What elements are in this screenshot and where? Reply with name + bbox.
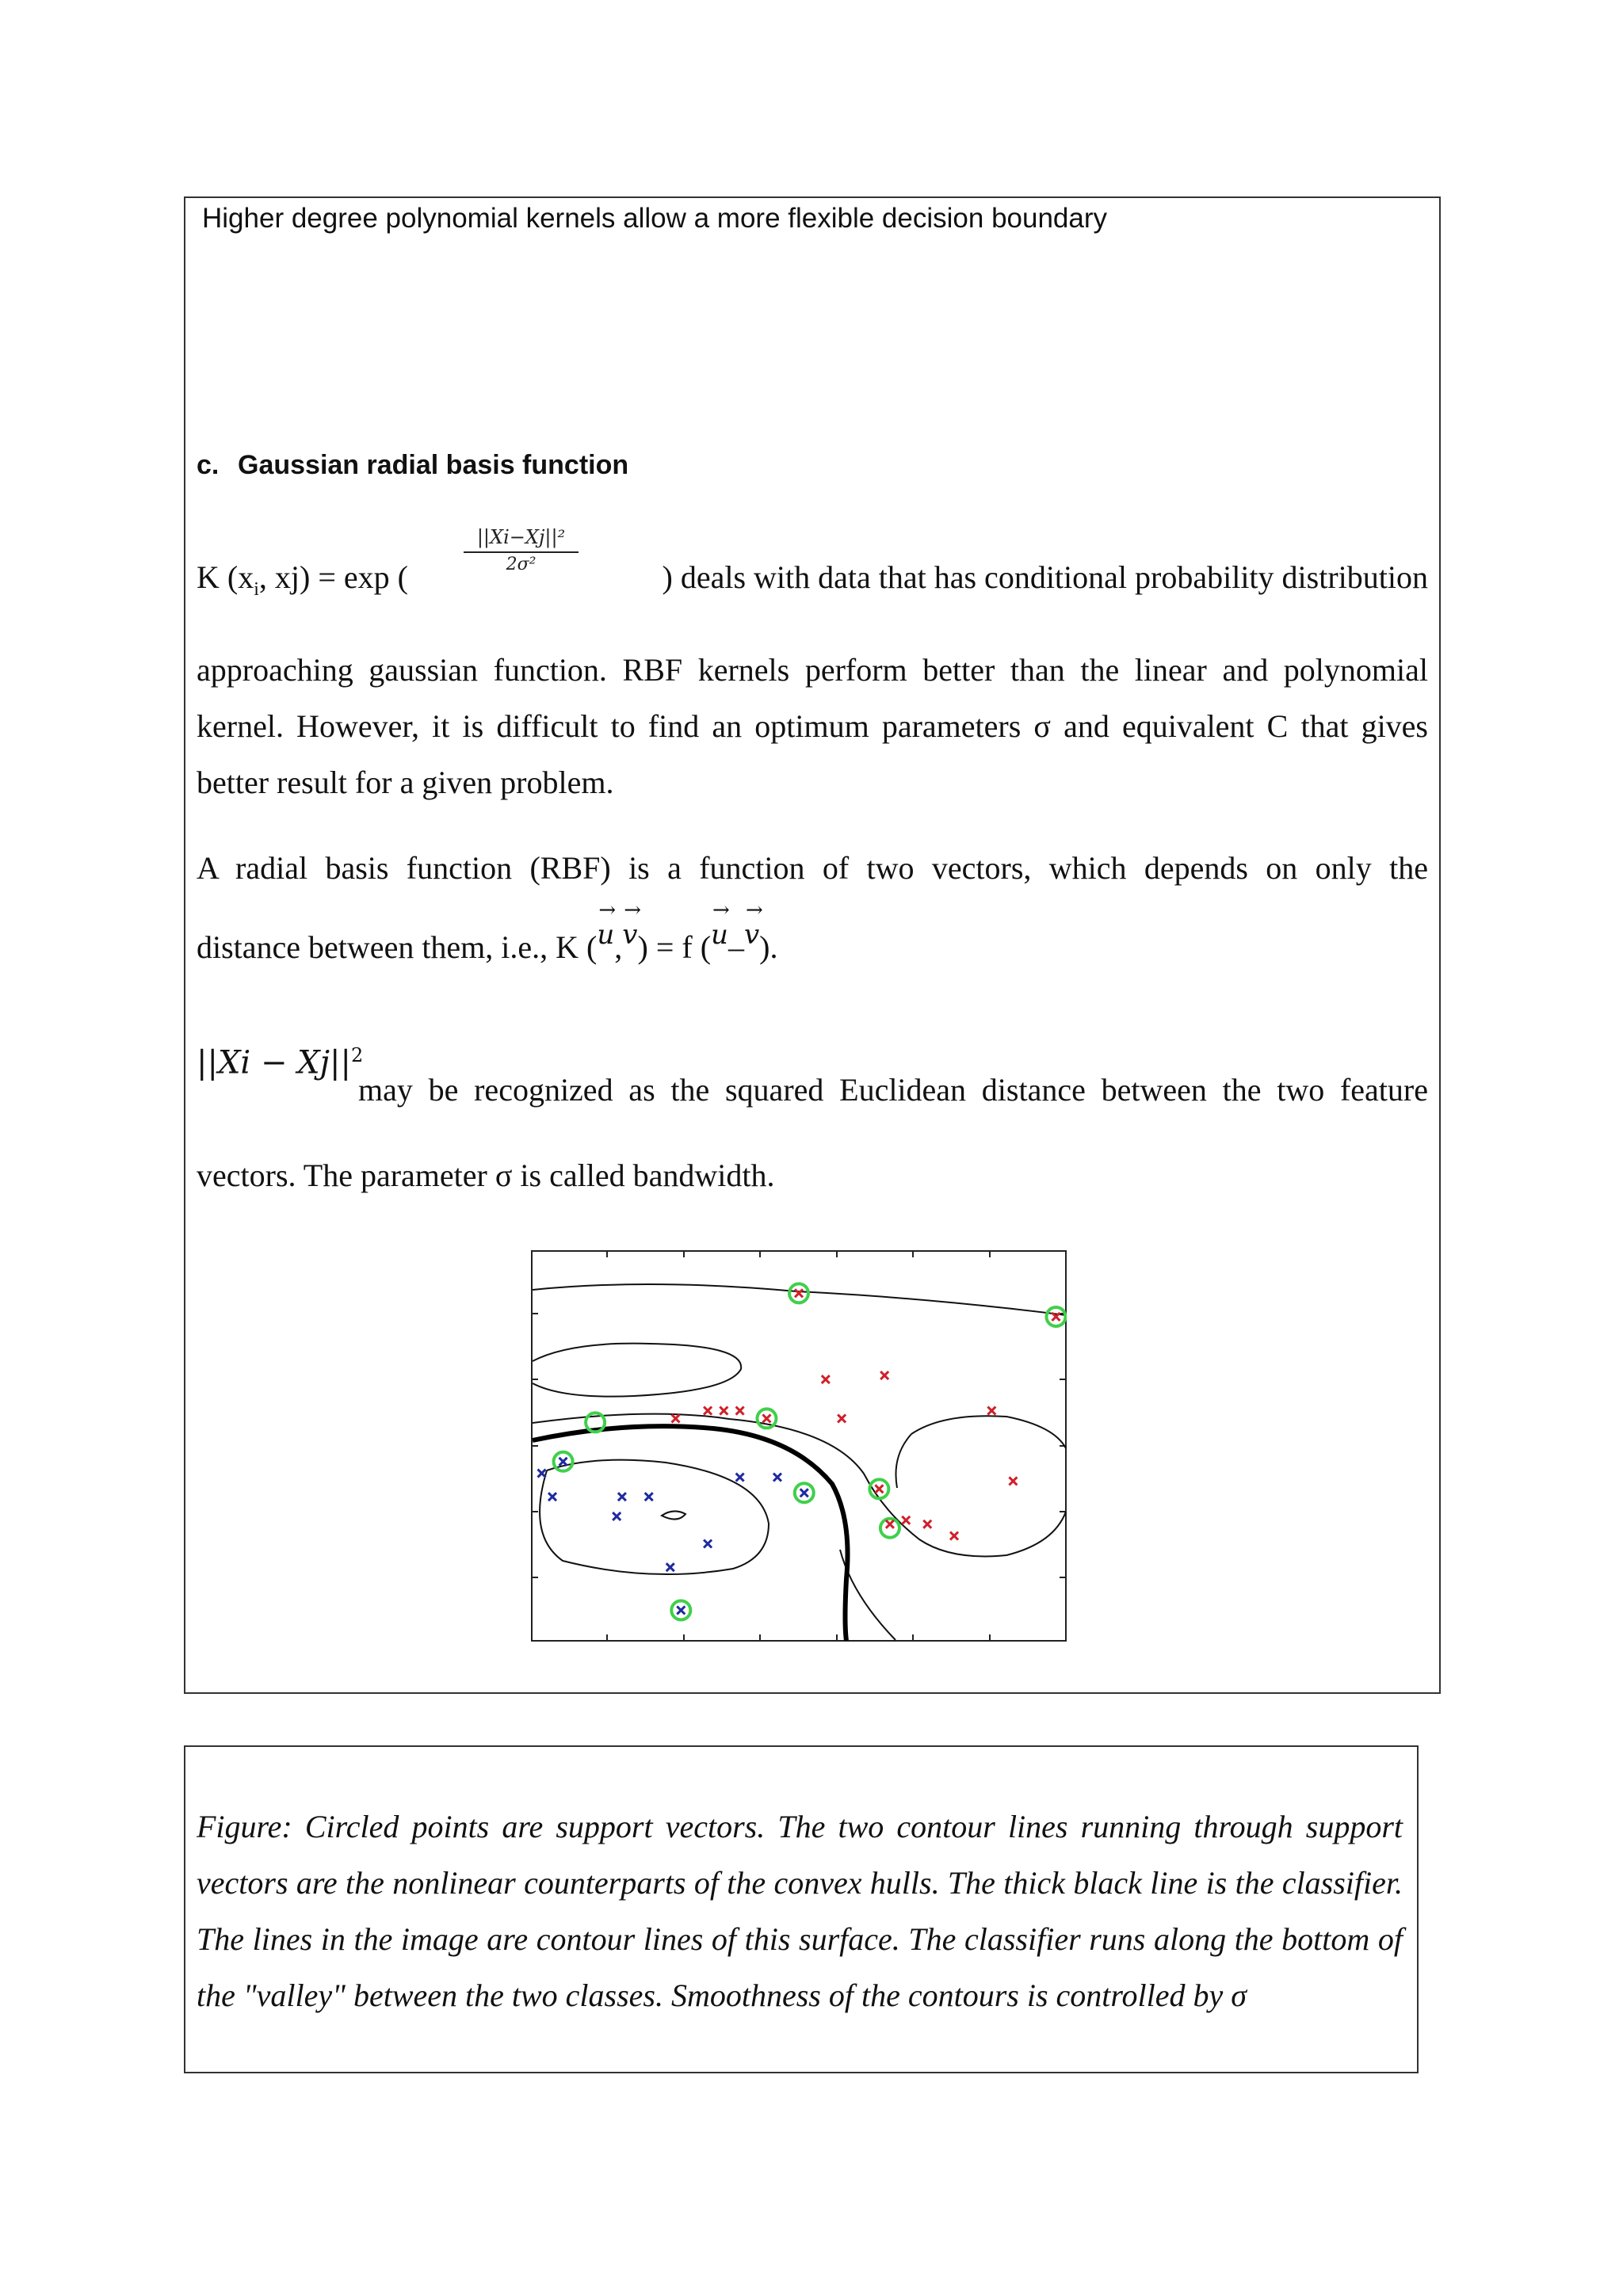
- vector-u: → u: [597, 898, 617, 951]
- section-label: c.: [197, 450, 220, 480]
- formula-suffix: ) deals with data that has conditional probability distribution: [662, 559, 1428, 595]
- kernel-formula-line: [197, 559, 1428, 601]
- norm-expression: $||Xi - Xj||^2$: [197, 1044, 364, 1081]
- section-heading: [197, 450, 628, 481]
- paragraph-bandwidth: vectors. The parameter σ is called bandwidth.: [197, 1158, 775, 1193]
- intro-text: Higher degree polynomial kernels allow a more flexible decision boundary: [202, 203, 1108, 234]
- vector-v-2: → v: [743, 898, 763, 951]
- formula-prefix: K ($x_i$, xj) = exp (: [197, 559, 408, 600]
- paragraph-rbf-definition: A radial basis function (RBF) is a function of two vectors, which depends on only the: [197, 850, 1428, 886]
- figure-caption: Figure: Circled points are support vectors. The two contour lines running through support vectors are the nonlinear counterparts of the convex hulls. The thick black line is the classifier. The lines in the image are contour lines of this surface. The classifier runs along the bottom of the "valley" between the two classes. Smoothness of the contours is controlled by σ: [197, 1809, 1403, 2013]
- chart-frame: [532, 1251, 1066, 1641]
- rbf-svm-chart: [531, 1250, 1067, 1642]
- paragraph-rbf-performance: approaching gaussian function. RBF kernels perform better than the linear and polynomial kernel. However, it is difficult to find an optimum parameters σ and equivalent C that gives better result for a given problem.: [197, 652, 1429, 800]
- fraction-numerator: ||Xi−Xj||²: [464, 526, 579, 553]
- fraction-denominator: 2σ²: [506, 555, 537, 574]
- section-title: Gaussian radial basis function: [238, 450, 629, 480]
- paragraph-euclidean: may be recognized as the squared Euclidean distance between the two feature: [358, 1072, 1428, 1108]
- vector-v: → v: [622, 898, 642, 951]
- vector-u-2: → u: [711, 898, 730, 951]
- distance-formula-line: distance between them, i.e., K ( → u, → v) = f ( → u– → v).: [197, 898, 778, 965]
